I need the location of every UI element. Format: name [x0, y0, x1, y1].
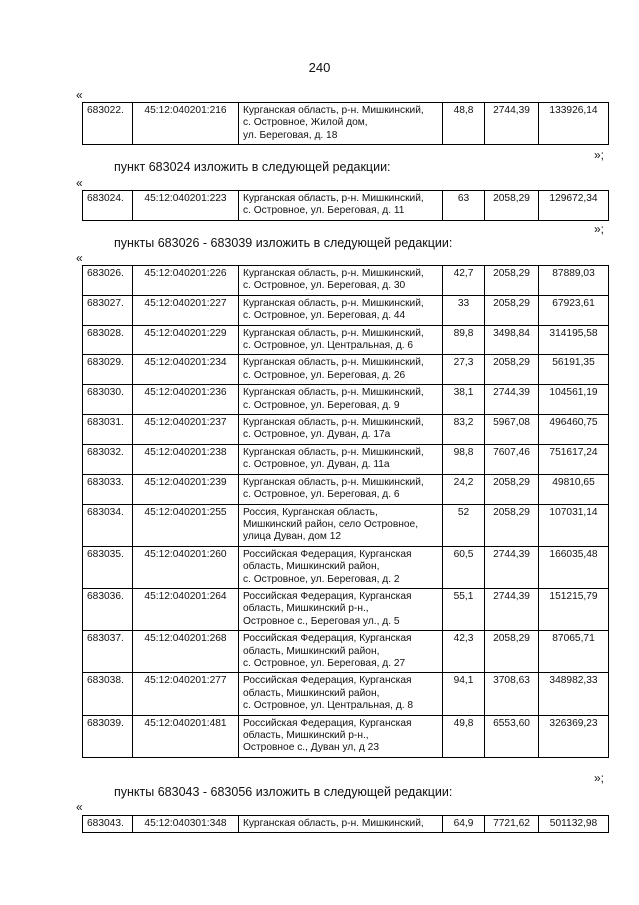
table-row: [83, 191, 609, 221]
item-number-cell: 683034.: [83, 504, 133, 546]
table-row: [83, 295, 609, 325]
area-cell: 63: [443, 191, 485, 221]
item-number-cell: 683030.: [83, 385, 133, 415]
area-cell: 24,2: [443, 474, 485, 504]
address-cell: [239, 266, 443, 296]
cadastral-value-cell: 104561,19: [539, 385, 609, 415]
table-row: [83, 266, 609, 296]
item-number-cell: 683039.: [83, 715, 133, 757]
cadastral-number-cell: 45:12:040201:227: [133, 295, 239, 325]
area-cell: 38,1: [443, 385, 485, 415]
address-cell: [239, 325, 443, 355]
cadastral-value-cell: 129672,34: [539, 191, 609, 221]
item-number-cell: 683031.: [83, 415, 133, 445]
address-line: Курганская область, р-н. Мишкинский,: [243, 357, 424, 369]
item-number-cell: 683038.: [83, 673, 133, 715]
address-line: Российская Федерация, Курганская: [243, 717, 412, 729]
address-line: с. Островное, ул. Центральная, д. 6: [243, 340, 414, 352]
table-row: [83, 546, 609, 588]
address-cell: [239, 673, 443, 715]
address-line: с. Островное, ул. Береговая, д. 26: [243, 369, 406, 381]
close-quote: »;: [594, 222, 605, 236]
cadastral-number-cell: 45:12:040201:223: [133, 191, 239, 221]
area-cell: 55,1: [443, 588, 485, 630]
rate-cell: 2058,29: [485, 504, 539, 546]
address-cell: [239, 415, 443, 445]
address-line: с. Островное, ул. Береговая, д. 9: [243, 399, 400, 411]
rate-cell: 2058,29: [485, 295, 539, 325]
item-number-cell: 683035.: [83, 546, 133, 588]
item-number-cell: 683033.: [83, 474, 133, 504]
item-number-cell: 683024.: [83, 191, 133, 221]
instruction-text: пункты 683026 - 683039 изложить в следующей редакции:: [114, 236, 453, 250]
item-number-cell: 683043.: [83, 816, 133, 833]
cadastral-number-cell: 45:12:040201:239: [133, 474, 239, 504]
area-cell: 83,2: [443, 415, 485, 445]
rate-cell: 2058,29: [485, 355, 539, 385]
cadastral-number-cell: 45:12:040201:255: [133, 504, 239, 546]
address-line: Курганская область, р-н. Мишкинский,: [243, 446, 424, 458]
instruction-text: пункт 683024 изложить в следующей редакции:: [114, 160, 391, 174]
open-quote: «: [76, 176, 83, 190]
rate-cell: 3708,63: [485, 673, 539, 715]
area-cell: 89,8: [443, 325, 485, 355]
page-number: 240: [308, 60, 331, 75]
address-cell: [239, 474, 443, 504]
cadastral-value-cell: 348982,33: [539, 673, 609, 715]
address-cell: [239, 444, 443, 474]
item-number-cell: 683029.: [83, 355, 133, 385]
table-row: [83, 631, 609, 673]
address-cell: [239, 816, 443, 833]
cadastral-number-cell: 45:12:040201:216: [133, 103, 239, 145]
open-quote: «: [76, 800, 83, 814]
address-line: область, Мишкинский р-н.,: [243, 603, 369, 615]
address-line: с. Островное, ул. Дуван, д. 17а: [243, 429, 391, 441]
section-table-0: [82, 102, 609, 145]
cadastral-number-cell: 45:12:040301:348: [133, 816, 239, 833]
address-cell: [239, 504, 443, 546]
rate-cell: 6553,60: [485, 715, 539, 757]
item-number-cell: 683028.: [83, 325, 133, 355]
address-line: Курганская область, р-н. Мишкинский,: [243, 327, 424, 339]
address-line: с. Островное, Жилой дом,: [243, 117, 368, 129]
address-line: Островное с., Дуван ул, д 23: [243, 742, 380, 754]
cadastral-value-cell: 87889,03: [539, 266, 609, 296]
rate-cell: 7721,62: [485, 816, 539, 833]
address-line: улица Дуван, дом 12: [243, 531, 342, 543]
rate-cell: 2744,39: [485, 588, 539, 630]
address-cell: [239, 588, 443, 630]
cadastral-value-cell: 151215,79: [539, 588, 609, 630]
cadastral-value-cell: 56191,35: [539, 355, 609, 385]
cadastral-number-cell: 45:12:040201:234: [133, 355, 239, 385]
rate-cell: 3498,84: [485, 325, 539, 355]
rate-cell: 2058,29: [485, 631, 539, 673]
address-line: область, Мишкинский район,: [243, 645, 380, 657]
address-line: ул. Береговая, д. 18: [243, 129, 338, 141]
address-line: с. Островное, ул. Береговая, д. 30: [243, 280, 406, 292]
item-number-cell: 683027.: [83, 295, 133, 325]
item-number-cell: 683037.: [83, 631, 133, 673]
cadastral-number-cell: 45:12:040201:481: [133, 715, 239, 757]
table-row: [83, 444, 609, 474]
table-row: [83, 385, 609, 415]
table-row: [83, 816, 609, 833]
rate-cell: 2744,39: [485, 546, 539, 588]
address-line: Курганская область, р-н. Мишкинский,: [243, 387, 424, 399]
close-quote: »;: [594, 771, 605, 785]
cadastral-value-cell: 166035,48: [539, 546, 609, 588]
cadastral-value-cell: 87065,71: [539, 631, 609, 673]
address-line: с. Островное, ул. Центральная, д. 8: [243, 700, 414, 712]
rate-cell: 2744,39: [485, 103, 539, 145]
table-row: [83, 103, 609, 145]
address-line: Россия, Курганская область,: [243, 506, 378, 518]
address-line: с. Островное, ул. Береговая, д. 11: [243, 205, 405, 217]
cadastral-number-cell: 45:12:040201:268: [133, 631, 239, 673]
area-cell: 60,5: [443, 546, 485, 588]
cadastral-number-cell: 45:12:040201:236: [133, 385, 239, 415]
section-table-2: [82, 265, 609, 758]
table-row: [83, 715, 609, 757]
address-line: Российская Федерация, Курганская: [243, 548, 412, 560]
rate-cell: 2744,39: [485, 385, 539, 415]
address-cell: [239, 295, 443, 325]
address-line: с. Островное, ул. Береговая, д. 6: [243, 489, 400, 501]
item-number-cell: 683036.: [83, 588, 133, 630]
address-line: область, Мишкинский район,: [243, 561, 380, 573]
area-cell: 42,7: [443, 266, 485, 296]
cadastral-number-cell: 45:12:040201:237: [133, 415, 239, 445]
table-row: [83, 415, 609, 445]
open-quote: «: [76, 251, 83, 265]
table-row: [83, 325, 609, 355]
cadastral-value-cell: 314195,58: [539, 325, 609, 355]
address-line: Российская Федерация, Курганская: [243, 590, 412, 602]
section-table-3: [82, 815, 609, 833]
address-cell: [239, 355, 443, 385]
cadastral-number-cell: 45:12:040201:260: [133, 546, 239, 588]
cadastral-value-cell: 107031,14: [539, 504, 609, 546]
address-line: Курганская область, р-н. Мишкинский,: [243, 193, 424, 204]
item-number-cell: 683032.: [83, 444, 133, 474]
cadastral-number-cell: 45:12:040201:226: [133, 266, 239, 296]
address-cell: [239, 103, 443, 145]
cadastral-value-cell: 496460,75: [539, 415, 609, 445]
cadastral-number-cell: 45:12:040201:277: [133, 673, 239, 715]
table-row: [83, 673, 609, 715]
cadastral-value-cell: 67923,61: [539, 295, 609, 325]
address-line: Курганская область, р-н. Мишкинский,: [243, 818, 424, 829]
address-line: с. Островное, ул. Береговая, д. 2: [243, 573, 400, 585]
section-table-1: [82, 190, 609, 221]
address-cell: [239, 191, 443, 221]
rate-cell: 5967,08: [485, 415, 539, 445]
cadastral-value-cell: 49810,65: [539, 474, 609, 504]
item-number-cell: 683022.: [83, 103, 133, 145]
instruction-text: пункты 683043 - 683056 изложить в следующей редакции:: [114, 785, 453, 799]
rate-cell: 7607,46: [485, 444, 539, 474]
address-line: Островное с., Береговая ул., д. 5: [243, 615, 400, 627]
cadastral-value-cell: 133926,14: [539, 103, 609, 145]
address-cell: [239, 546, 443, 588]
open-quote: «: [76, 88, 83, 102]
address-line: Курганская область, р-н. Мишкинский,: [243, 476, 424, 488]
address-cell: [239, 631, 443, 673]
area-cell: 64,9: [443, 816, 485, 833]
address-line: Российская Федерация, Курганская: [243, 633, 412, 645]
address-line: область, Мишкинский р-н.,: [243, 730, 369, 741]
cadastral-value-cell: 501132,98: [539, 816, 609, 833]
address-line: область, Мишкинский район,: [243, 687, 380, 699]
item-number-cell: 683026.: [83, 266, 133, 296]
address-line: Курганская область, р-н. Мишкинский,: [243, 268, 424, 279]
address-line: Курганская область, р-н. Мишкинский,: [243, 105, 424, 116]
area-cell: 94,1: [443, 673, 485, 715]
cadastral-number-cell: 45:12:040201:264: [133, 588, 239, 630]
table-row: [83, 355, 609, 385]
area-cell: 42,3: [443, 631, 485, 673]
rate-cell: 2058,29: [485, 266, 539, 296]
address-cell: [239, 385, 443, 415]
address-line: Российская Федерация, Курганская: [243, 675, 412, 687]
area-cell: 48,8: [443, 103, 485, 145]
address-cell: [239, 715, 443, 757]
rate-cell: 2058,29: [485, 474, 539, 504]
table-row: [83, 474, 609, 504]
address-line: Курганская область, р-н. Мишкинский,: [243, 417, 424, 429]
table-row: [83, 504, 609, 546]
address-line: с. Островное, ул. Береговая, д. 44: [243, 310, 406, 322]
area-cell: 27,3: [443, 355, 485, 385]
cadastral-value-cell: 326369,23: [539, 715, 609, 757]
cadastral-number-cell: 45:12:040201:229: [133, 325, 239, 355]
cadastral-number-cell: 45:12:040201:238: [133, 444, 239, 474]
area-cell: 49,8: [443, 715, 485, 757]
address-line: Курганская область, р-н. Мишкинский,: [243, 297, 424, 309]
area-cell: 52: [443, 504, 485, 546]
address-line: с. Островное, ул. Береговая, д. 27: [243, 657, 406, 669]
address-line: Мишкинский район, село Островное,: [243, 518, 419, 530]
cadastral-value-cell: 751617,24: [539, 444, 609, 474]
area-cell: 33: [443, 295, 485, 325]
area-cell: 98,8: [443, 444, 485, 474]
rate-cell: 2058,29: [485, 191, 539, 221]
table-row: [83, 588, 609, 630]
address-line: с. Островное, ул. Дуван, д. 11а: [243, 459, 390, 471]
close-quote: »;: [594, 148, 605, 162]
